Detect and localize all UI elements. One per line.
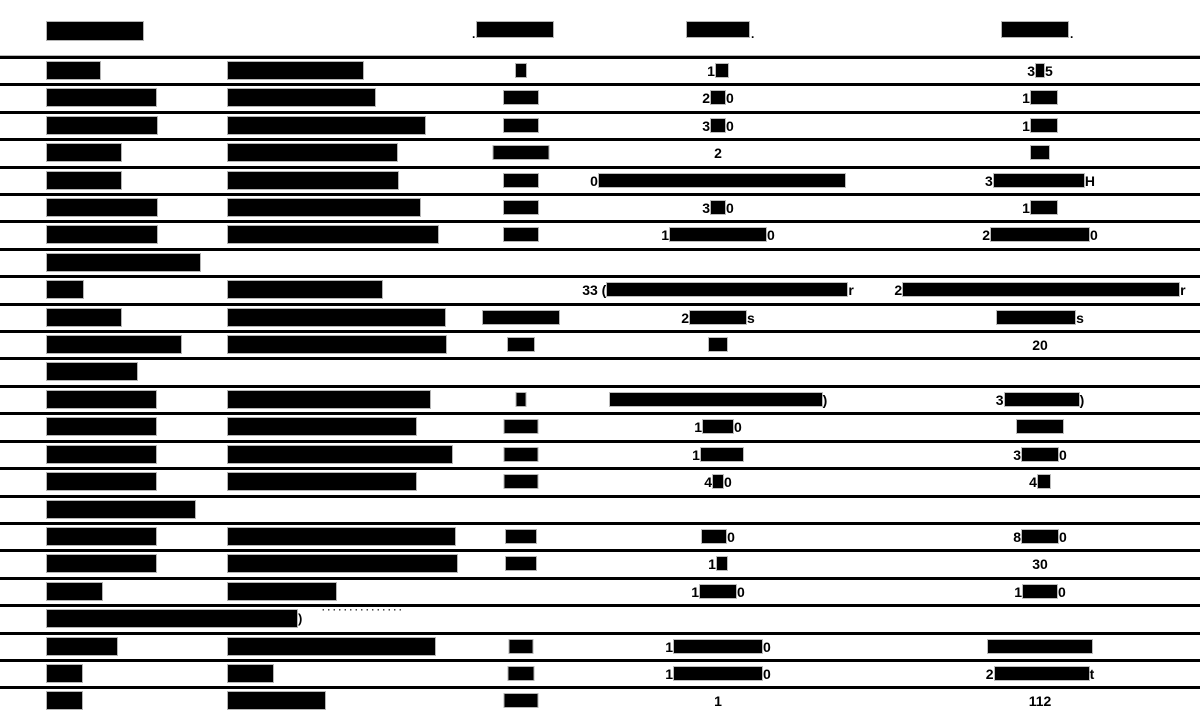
table-row (0, 549, 1200, 576)
value-fragment: 2 (982, 227, 990, 244)
value-fragment: 0 (724, 474, 732, 491)
parameter-cell (47, 418, 156, 435)
value-2-cell (875, 169, 1200, 193)
redaction-bar (510, 640, 533, 653)
section-title-cell (47, 363, 137, 380)
value-fragment: 1 (1022, 117, 1030, 134)
parameter-cell (47, 446, 156, 463)
value-fragment: 1 (665, 665, 673, 682)
redaction-bar (505, 420, 538, 433)
value-2-cell (875, 415, 1200, 439)
value-2-cell (875, 552, 1200, 576)
redaction-bar (506, 557, 536, 570)
redaction-bar (690, 311, 746, 324)
header-fragment: . (472, 27, 476, 41)
description-cell (228, 199, 420, 216)
table-row (0, 467, 1200, 494)
redaction-bar (228, 418, 416, 435)
redaction-bar (47, 22, 143, 40)
redaction-bar (504, 174, 538, 187)
parameter-cell (47, 528, 156, 545)
unit-cell (505, 448, 538, 461)
redaction-bar (228, 144, 397, 161)
redaction-bar (47, 528, 156, 545)
redaction-bar (228, 638, 435, 655)
value-1-cell (553, 388, 883, 412)
unit-cell (504, 91, 538, 104)
value-fragment: s (1076, 309, 1084, 326)
table-row (0, 659, 1200, 686)
unit-cell (505, 420, 538, 433)
redaction-bar (47, 117, 157, 134)
unit-cell (504, 119, 538, 132)
redaction-bar (47, 226, 157, 243)
redaction-bar (599, 174, 845, 187)
redaction-bar (1038, 475, 1050, 488)
value-1-cell (553, 114, 883, 138)
redaction-bar (504, 228, 538, 241)
unit-cell (509, 667, 534, 680)
description-cell (228, 583, 418, 615)
unit-cell (483, 311, 559, 324)
redaction-bar (1031, 119, 1057, 132)
redaction-bar (228, 473, 416, 490)
value-1-cell (553, 223, 883, 247)
value-fragment: 0 (1090, 227, 1098, 244)
value-fragment: 1 (691, 583, 699, 600)
redaction-bar (717, 557, 727, 570)
value-fragment: 0 (1059, 446, 1067, 463)
table-row (0, 385, 1200, 412)
value-fragment: H (1084, 172, 1095, 189)
redaction-bar (505, 448, 538, 461)
redaction-bar (670, 228, 766, 241)
value-fragment: t (1089, 665, 1095, 682)
value-fragment: 0 (726, 90, 734, 107)
redaction-bar (228, 199, 420, 216)
value-1-cell (553, 333, 883, 357)
value-2-cell (875, 443, 1200, 467)
redaction-bar (505, 475, 538, 488)
redaction-bar (701, 448, 743, 461)
parameter-cell (47, 62, 100, 79)
redaction-bar (47, 254, 200, 271)
table-row (0, 303, 1200, 330)
redaction-bar (47, 336, 181, 353)
value-fragment: 1 (1014, 583, 1022, 600)
redaction-bar (516, 64, 526, 77)
value-2-cell (875, 689, 1200, 713)
section-header-row (0, 495, 1200, 522)
value-1-cell (553, 662, 883, 686)
description-cell (228, 172, 398, 189)
value-fragment: 0 (1059, 528, 1067, 545)
parameter-cell (47, 172, 121, 189)
redaction-bar (47, 665, 82, 682)
value-fragment: 0 (737, 583, 745, 600)
value-1-cell (553, 580, 883, 604)
unit-cell (504, 174, 538, 187)
header-col-value-1 (687, 22, 755, 41)
redaction-bar (505, 694, 538, 707)
redaction-bar (504, 119, 538, 132)
redaction-bar (1002, 22, 1068, 37)
redaction-bar (1022, 448, 1058, 461)
description-cell (228, 391, 430, 408)
redaction-bar (47, 473, 156, 490)
value-fragment: 1 (1022, 200, 1030, 217)
redaction-bar (228, 583, 336, 600)
unit-cell (517, 393, 526, 406)
table-body (0, 56, 1200, 714)
value-fragment: 2 (714, 145, 722, 162)
parameter-cell (47, 336, 181, 353)
value-fragment: 4 (704, 474, 712, 491)
description-cell (228, 117, 425, 134)
value-fragment: 3 (995, 391, 1004, 408)
header-col-parameter (47, 22, 143, 40)
value-fragment: 3 (985, 172, 993, 189)
table-row (0, 56, 1200, 83)
redaction-bar (1031, 201, 1057, 214)
dotted-remnant: ··············· (322, 604, 405, 615)
redaction-bar (709, 338, 727, 351)
section-header-row (0, 248, 1200, 275)
parameter-cell (47, 473, 156, 490)
redaction-bar (47, 89, 156, 106)
value-fragment: 1 (1022, 90, 1030, 107)
unit-cell (494, 146, 549, 159)
value-fragment: r (848, 282, 854, 299)
redaction-bar (483, 311, 559, 324)
redaction-bar (228, 117, 425, 134)
redaction-bar (228, 281, 382, 298)
redaction-bar (713, 475, 723, 488)
value-2-cell (875, 525, 1200, 549)
redaction-bar (506, 530, 536, 543)
value-1-cell (553, 278, 883, 302)
table-row (0, 632, 1200, 659)
value-fragment: 0 (727, 528, 735, 545)
value-fragment: 4 (1029, 474, 1037, 491)
redaction-bar (509, 667, 534, 680)
table-row (0, 686, 1200, 713)
value-1-cell (553, 196, 883, 220)
redaction-bar (1022, 530, 1058, 543)
redaction-bar (1023, 585, 1057, 598)
parameter-cell (47, 665, 82, 682)
unit-cell (506, 530, 536, 543)
value-fragment: 3 (702, 117, 710, 134)
redaction-bar (702, 530, 726, 543)
unit-cell (508, 338, 534, 351)
redaction-bar (47, 62, 100, 79)
redaction-bar (711, 91, 725, 104)
value-fragment: 30 (1032, 556, 1048, 573)
value-1-cell (553, 689, 883, 713)
value-fragment: s (747, 309, 755, 326)
redaction-bar (997, 311, 1075, 324)
redaction-bar (47, 199, 157, 216)
value-fragment: ) (822, 391, 828, 408)
redaction-bar (47, 363, 137, 380)
unit-cell (505, 475, 538, 488)
description-cell (228, 144, 397, 161)
value-fragment: 1 (661, 227, 669, 244)
redaction-bar (228, 665, 273, 682)
header-fragment: . (1070, 27, 1074, 41)
redaction-bar (228, 336, 446, 353)
redaction-bar (504, 91, 538, 104)
value-fragment: 1 (665, 638, 673, 655)
description-cell (228, 418, 416, 435)
redaction-bar (610, 393, 822, 406)
redaction-bar (47, 610, 297, 627)
redaction-bar (508, 338, 534, 351)
redaction-bar (1017, 420, 1063, 433)
value-1-cell (553, 443, 883, 467)
redaction-bar (674, 667, 762, 680)
value-fragment: 2 (985, 665, 994, 682)
redaction-bar (991, 228, 1089, 241)
value-1-cell (553, 635, 883, 659)
value-2-cell (875, 470, 1200, 494)
value-fragment: 33 ( (582, 282, 607, 299)
value-fragment: 3 (1027, 63, 1035, 79)
redaction-bar (994, 174, 1084, 187)
redaction-bar (47, 501, 195, 518)
redaction-bar (228, 89, 375, 106)
value-1-cell (553, 306, 883, 330)
value-fragment: 1 (692, 446, 700, 463)
redaction-bar (1031, 91, 1057, 104)
description-cell (228, 281, 382, 298)
value-fragment: 0 (1058, 583, 1066, 600)
description-cell (228, 446, 452, 463)
value-1-cell (553, 59, 883, 83)
redaction-bar (47, 391, 156, 408)
redaction-bar (716, 64, 728, 77)
redaction-bar (47, 692, 82, 709)
table-row (0, 440, 1200, 467)
table-row (0, 330, 1200, 357)
value-fragment: 1 (708, 556, 716, 573)
value-fragment: 0 (590, 172, 598, 189)
unit-cell (506, 557, 536, 570)
redaction-bar (47, 555, 156, 572)
redaction-bar (228, 226, 438, 243)
parameter-cell (47, 281, 83, 298)
redaction-bar (517, 393, 526, 406)
value-1-cell (553, 141, 883, 165)
header-col-value-2 (1002, 22, 1074, 41)
redaction-bar (700, 585, 736, 598)
value-2-cell (875, 306, 1200, 330)
redaction-bar (47, 583, 102, 600)
value-2-cell (875, 114, 1200, 138)
parameter-cell (47, 117, 157, 134)
redaction-bar (1031, 146, 1049, 159)
unit-cell (510, 640, 533, 653)
value-2-cell (875, 635, 1200, 659)
section-title-fragment: ) (298, 611, 303, 627)
redaction-bar (47, 281, 83, 298)
value-2-cell (875, 388, 1200, 412)
table-row (0, 138, 1200, 165)
value-2-cell (875, 196, 1200, 220)
value-2-cell (875, 223, 1200, 247)
redaction-bar (988, 640, 1092, 653)
value-2-cell (875, 278, 1200, 302)
unit-cell (505, 694, 538, 707)
header-fragment: . (751, 27, 755, 41)
section-title-cell (47, 501, 195, 518)
redaction-bar (1005, 393, 1079, 406)
value-fragment: 1 (714, 693, 722, 710)
value-fragment: 0 (763, 638, 771, 655)
redaction-bar (1036, 64, 1044, 77)
redaction-bar (228, 446, 452, 463)
value-fragment: 1 (707, 63, 715, 79)
parameter-cell (47, 309, 121, 326)
value-1-cell (553, 552, 883, 576)
parameter-cell (47, 583, 102, 600)
description-cell (228, 555, 457, 572)
parameter-cell (47, 89, 156, 106)
redaction-bar (477, 22, 553, 37)
section-header-row (0, 357, 1200, 384)
parameter-cell (47, 199, 157, 216)
value-fragment: 3 (1013, 446, 1021, 463)
redaction-bar (47, 418, 156, 435)
redaction-bar (228, 528, 455, 545)
value-fragment: 2 (894, 282, 903, 299)
value-2-cell (875, 662, 1200, 686)
value-fragment: 3 (702, 200, 710, 217)
parameter-cell (47, 638, 117, 655)
value-1-cell (553, 415, 883, 439)
section-title-cell (47, 610, 302, 627)
table-row (0, 166, 1200, 193)
description-cell (228, 89, 375, 106)
redaction-bar (47, 144, 121, 161)
value-fragment: r (1180, 282, 1186, 299)
description-cell (228, 665, 273, 682)
value-fragment: 112 (1028, 693, 1052, 710)
value-1-cell (553, 169, 883, 193)
table-row (0, 577, 1200, 615)
table-row (0, 83, 1200, 110)
value-fragment: 1 (694, 419, 702, 436)
parameter-cell (47, 555, 156, 572)
value-1-cell (553, 86, 883, 110)
section-title-cell (47, 254, 200, 271)
parameter-cell (47, 391, 156, 408)
redaction-bar (674, 640, 762, 653)
value-fragment: 0 (726, 117, 734, 134)
redaction-bar (607, 283, 847, 296)
description-cell (228, 336, 446, 353)
description-cell (228, 638, 435, 655)
parameter-cell (47, 144, 121, 161)
description-cell (228, 473, 416, 490)
value-fragment: 2 (681, 309, 689, 326)
redaction-bar (903, 283, 1179, 296)
redaction-bar (687, 22, 749, 37)
redaction-bar (47, 446, 156, 463)
value-fragment: 0 (763, 665, 771, 682)
table-header (0, 0, 1200, 55)
redaction-bar (47, 172, 121, 189)
value-fragment: 2 (702, 90, 710, 107)
redaction-bar (47, 638, 117, 655)
table-row (0, 220, 1200, 247)
parameter-cell (47, 226, 157, 243)
description-cell (228, 226, 438, 243)
table-row (0, 412, 1200, 439)
value-fragment: 20 (1032, 337, 1048, 354)
redaction-bar (228, 555, 457, 572)
value-fragment: 8 (1013, 528, 1021, 545)
value-2-cell (875, 333, 1200, 357)
table-row (0, 193, 1200, 220)
value-fragment: 0 (726, 200, 734, 217)
redaction-bar (228, 391, 430, 408)
section-header-row (0, 604, 1200, 631)
redaction-bar (228, 172, 398, 189)
table-row (0, 111, 1200, 138)
redaction-bar (494, 146, 549, 159)
description-cell (228, 309, 445, 326)
redaction-bar (995, 667, 1089, 680)
unit-cell (516, 64, 526, 77)
description-cell (228, 62, 363, 79)
redaction-bar (703, 420, 733, 433)
redaction-bar (711, 119, 725, 132)
value-1-cell (553, 470, 883, 494)
redaction-bar (711, 201, 725, 214)
unit-cell (504, 201, 538, 214)
table-row (0, 522, 1200, 549)
value-2-cell (875, 580, 1200, 604)
redaction-bar (47, 309, 121, 326)
value-2-cell (875, 59, 1200, 83)
value-fragment: 0 (767, 227, 775, 244)
parameter-cell (47, 692, 82, 709)
header-col-unit (472, 22, 553, 41)
value-fragment: 5 (1045, 63, 1053, 79)
redaction-bar (228, 692, 325, 709)
description-cell (228, 528, 455, 545)
description-cell (228, 692, 325, 709)
redaction-bar (228, 62, 363, 79)
value-2-cell (875, 86, 1200, 110)
value-fragment: 0 (734, 419, 742, 436)
redaction-bar (228, 309, 445, 326)
value-1-cell (553, 525, 883, 549)
unit-cell (504, 228, 538, 241)
redaction-bar (504, 201, 538, 214)
table-row (0, 275, 1200, 302)
value-fragment: ) (1079, 391, 1085, 408)
value-2-cell (875, 141, 1200, 165)
